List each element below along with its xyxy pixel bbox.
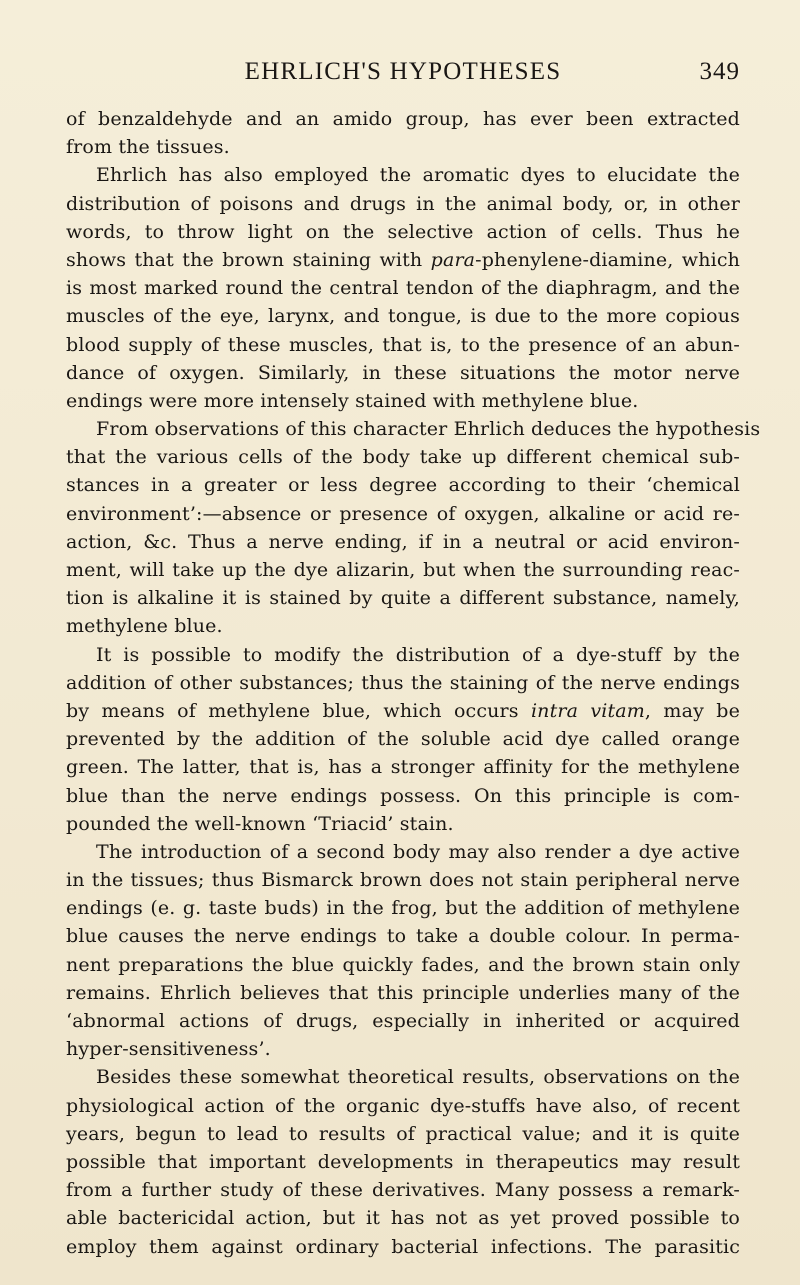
text-line: in the tissues; thus Bismarck brown does not stain peripheral nerve [66, 869, 740, 892]
text-line: dance of oxygen. Similarly, in these situations the motor nerve [66, 361, 740, 384]
text-line: of benzaldehyde and an amido group, has ever been extracted [66, 108, 740, 130]
text-line: employ them against ordinary bacterial infections. The parasitic [66, 1235, 740, 1258]
text-line: endings were more intensely stained with methylene blue. [66, 389, 639, 412]
text-line: shows that the brown staining with para-phenylene-diamine, which [66, 248, 740, 271]
text-line: nent preparations the blue quickly fades, and the brown stain only [66, 953, 740, 976]
text-line: is most marked round the central tendon of the diaphragm, and the [66, 277, 740, 300]
text-line: blue causes the nerve endings to take a double colour. In perma- [66, 925, 740, 948]
text-line: physiological action of the organic dye-stuffs have also, of recent [66, 1094, 740, 1117]
running-head [66, 54, 740, 90]
text-line: methylene blue. [66, 615, 223, 638]
text-line: action, &c. Thus a nerve ending, if in a neutral or acid environ- [66, 530, 740, 553]
page-number: 349 [699, 58, 740, 85]
italic-term: intra vitam [530, 699, 645, 722]
text-line: distribution of poisons and drugs in the animal body, or, in other [66, 192, 740, 215]
text-line: prevented by the addition of the soluble acid dye called orange [66, 728, 740, 751]
text-line: stances in a greater or less degree according to their ‘chemical [66, 474, 740, 497]
text-line: possible that important developments in therapeutics may result [66, 1150, 740, 1173]
text-line: able bactericidal action, but it has not as yet proved possible to [66, 1207, 740, 1230]
text-line: from a further study of these derivatives. Many possess a remark- [66, 1179, 740, 1202]
text-line: It is possible to modify the distribution of a dye-stuff by the [96, 643, 740, 666]
text-line: endings (e. g. taste buds) in the frog, but the addition of methylene [66, 897, 740, 920]
text-line: blue than the nerve endings possess. On this principle is com- [66, 784, 740, 807]
text-line: green. The latter, that is, has a stronger affinity for the methylene [66, 756, 740, 779]
text-line: The introduction of a second body may also render a dye active [96, 840, 740, 863]
text-line: addition of other substances; thus the staining of the nerve endings [66, 671, 740, 694]
body-text [66, 105, 761, 1261]
text-line: From observations of this character Ehrlich deduces the hypothesis [96, 418, 761, 441]
text-line: environment’:—absence or presence of oxygen, alkaline or acid re- [66, 502, 740, 525]
text-line: from the tissues. [66, 136, 230, 159]
text-line: remains. Ehrlich believes that this principle underlies many of the [66, 981, 740, 1004]
text-line: that the various cells of the body take up different chemical sub- [66, 446, 740, 469]
text-line: blood supply of these muscles, that is, to the presence of an abun- [66, 333, 740, 356]
text-line: hyper-sensitiveness’. [66, 1038, 271, 1061]
italic-term: para [430, 248, 476, 271]
text-line: ‘abnormal actions of drugs, especially in inherited or acquired [66, 1010, 740, 1032]
text-line: Besides these somewhat theoretical results, observations on the [96, 1066, 740, 1089]
running-title: EHRLICH'S HYPOTHESES [244, 58, 562, 85]
text-line: muscles of the eye, larynx, and tongue, is due to the more copious [66, 305, 740, 328]
text-line: ment, will take up the dye alizarin, but when the surrounding reac- [66, 559, 740, 581]
text-line: years, begun to lead to results of practical value; and it is quite [66, 1122, 740, 1145]
text-line: Ehrlich has also employed the aromatic dyes to elucidate the [96, 164, 740, 187]
text-line: tion is alkaline it is stained by quite a different substance, namely, [66, 587, 740, 610]
text-line: pounded the well-known ‘Triacid’ stain. [66, 812, 454, 835]
text-line: by means of methylene blue, which occurs intra vitam, may be [66, 699, 740, 722]
text-line: words, to throw light on the selective action of cells. Thus he [66, 220, 740, 243]
